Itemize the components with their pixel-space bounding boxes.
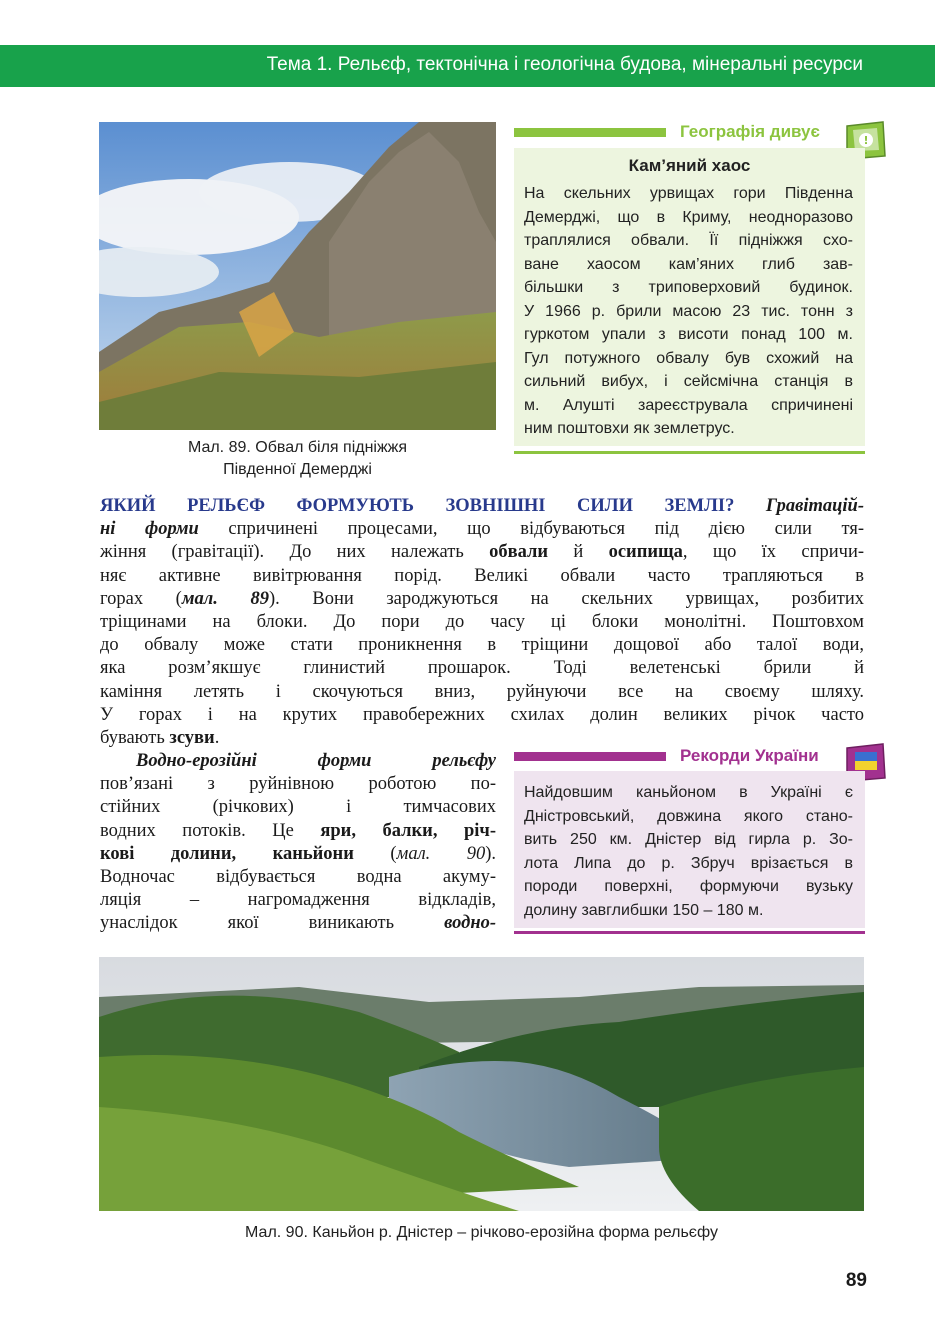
photo-dniester-canyon bbox=[99, 957, 864, 1211]
sidebar-geo-line: Гул потужного обвалу був схожий на bbox=[524, 349, 853, 367]
sidebar-records-line: вить 250 км. Дністер від гирла р. Зо- bbox=[524, 831, 853, 848]
sidebar-geo-line: У 1966 р. брили масою 23 тис. тонн з bbox=[524, 302, 853, 320]
sidebar-records-box bbox=[514, 771, 865, 928]
term-water-erosion: Водно-ерозійні форми рельєфу bbox=[136, 751, 496, 771]
sidebar-records-accent-bar bbox=[514, 752, 666, 761]
sidebar-geo-title: Кам’яний хаос bbox=[628, 156, 751, 175]
sidebar-geo-line: м. Алушті зареєструвала спричинені bbox=[524, 396, 853, 414]
sidebar-records-line: Дністровський, довжина якого стано- bbox=[524, 807, 853, 825]
svg-text:!: ! bbox=[863, 134, 869, 147]
figure-89-caption-line1: Мал. 89. Обвал біля підніжжя bbox=[187, 439, 408, 456]
topic-title: Тема 1. Рельєф, тектонічна і геологічна будова, мінеральні ресурси bbox=[266, 54, 863, 75]
sidebar-geo-line: сильний вибух, і сейсмічна станція в bbox=[524, 373, 853, 390]
sidebar-geo-box bbox=[514, 148, 865, 446]
photo-demerdzhi-rockfall bbox=[99, 122, 496, 430]
sidebar-records-line: лота Липа до р. Збруч врізається в bbox=[524, 854, 853, 872]
sidebar-geo-line: більшки з триповерховий будинок. bbox=[524, 279, 853, 296]
topic-header-band bbox=[0, 45, 935, 87]
section-heading: ЯКИЙ РЕЛЬЄФ ФОРМУЮТЬ ЗОВНІШНІ СИЛИ ЗЕМЛІ? bbox=[100, 496, 735, 516]
sidebar-geo-line: гуркотом упали з висоти понад 100 м. bbox=[524, 326, 853, 343]
term-zsuvy: зсуви bbox=[169, 727, 215, 748]
main-paragraph: ЯКИЙ РЕЛЬЄФ ФОРМУЮТЬ ЗОВНІШНІ СИЛИ ЗЕМЛІ? Гравітацій- ні форми спричинені процесами, що відбуваються під дією сили тя- жіння (гравітації). До них належать обвали й осипища, що їх спричи- няє активне вивітрювання порід. Великі обвали часто трапляються в горах (мал. 89). Вони зароджуються на скельних урвищах, розбитих тріщинами на блоки. До пори до часу ці блоки монолітні. Поштовхом до обвалу може стати проникнення в тріщини дощової або талої води, яка розм’якшує глинистий прошарок. Тоді велетенські брили й каміння летять і скочуються вниз, руйнуючи все на своєму шляху. У горах і на крутих правобережних схилах долин великих річок часто бувають зсуви. bbox=[100, 496, 865, 748]
figure-89-caption-line2: Південної Демерджі bbox=[223, 461, 372, 478]
figure-90-caption: Мал. 90. Каньйон р. Дністер – річково-ерозійна форма рельєфу bbox=[245, 1224, 718, 1241]
sidebar-geo-line: Демерджі, що в Криму, неодноразово bbox=[524, 208, 853, 226]
sidebar-geo-line: ним поштовхи як землетрус. bbox=[524, 420, 735, 437]
page-number: 89 bbox=[845, 1270, 867, 1291]
sidebar-records-bottom-rule bbox=[514, 931, 865, 934]
sidebar-records-line: долину завглибшки 150 – 180 м. bbox=[524, 901, 764, 919]
figure-89-caption bbox=[99, 437, 496, 481]
figure-reference: мал. 90 bbox=[396, 843, 486, 864]
sidebar-geo-line: На скельних урвищах гори Південна bbox=[524, 185, 853, 202]
canyon-landscape-image bbox=[99, 957, 864, 1211]
sidebar-geo-line: траплялися обвали. Її підніжжя схо- bbox=[524, 232, 853, 249]
sidebar-geo-line: ване хаосом кам’яних глиб зав- bbox=[524, 255, 853, 273]
figure-reference: мал. 89 bbox=[181, 588, 269, 609]
sidebar-records-line: породи поверхні, формуючи вузьку bbox=[524, 878, 853, 895]
sidebar-records-heading: Рекорди України bbox=[680, 746, 819, 765]
sidebar-geo-accent-bar bbox=[514, 128, 666, 137]
term-osypyshcha: осипища bbox=[608, 542, 683, 563]
sidebar-geo-heading: Географія дивує bbox=[680, 122, 820, 141]
mountain-landscape-image bbox=[99, 122, 496, 430]
term-obvaly: обвали bbox=[489, 542, 549, 563]
sidebar-records-line: Найдовшим каньйоном в Україні є bbox=[524, 784, 853, 801]
column-paragraph: Водно-ерозійні форми рельєфу пов’язані з руйнівною роботою по- стійних (річкових) і тимчасових водних потоків. Це яри, балки, річ- кові долини, каньйони (мал. 90). Водночас відбувається водна акуму- ляція – нагромадження відкладів, унаслідок якої виникають водно- bbox=[100, 751, 497, 934]
sidebar-geo-bottom-rule bbox=[514, 451, 865, 454]
